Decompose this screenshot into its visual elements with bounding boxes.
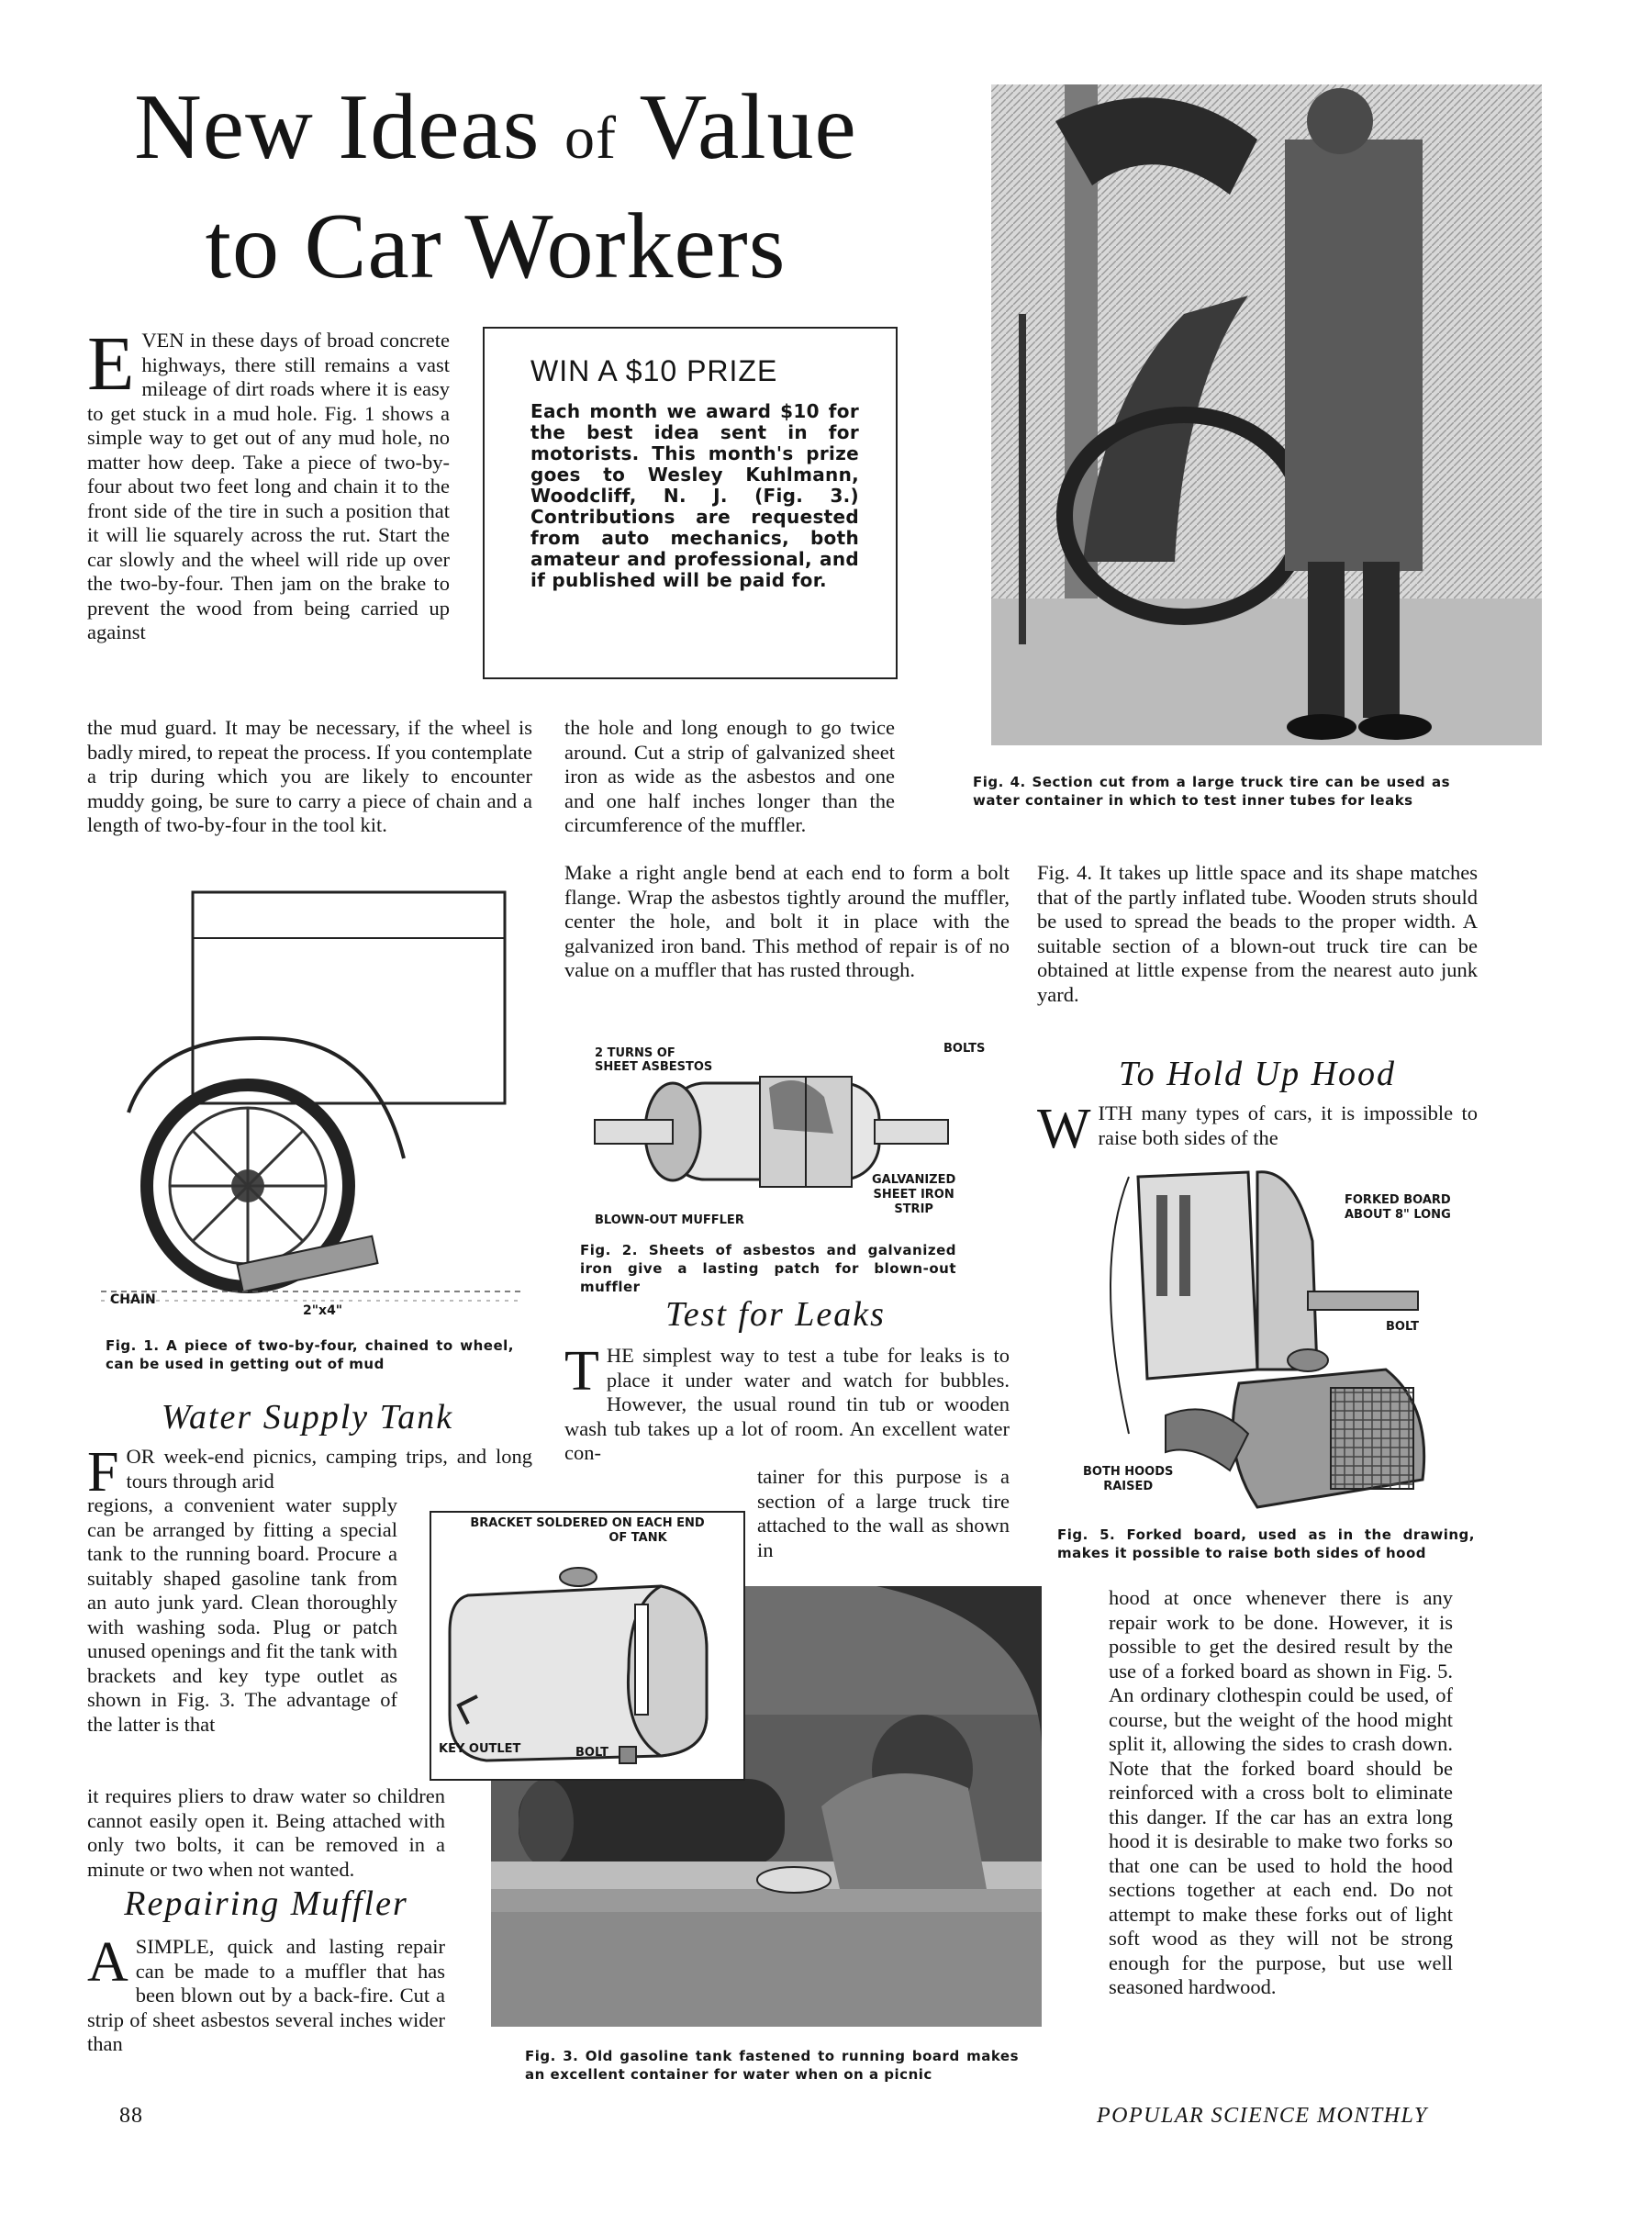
prize-body: Each month we award $10 for the best idea sent in for motorists. This month's prize goes to Wesley Kuhlmann, Woodcliff, N. J. (Fig. 3.) Contributions are requested from auto mechanics, both amateur and professional, and if published will be paid for. <box>530 400 859 591</box>
intro-dropcap: E <box>87 321 135 407</box>
page-title <box>55 73 936 301</box>
fig1-drawing <box>101 883 523 1305</box>
tank-diagram <box>431 1513 740 1775</box>
fig4-photo <box>954 84 1542 745</box>
fig2-label-bolts: BOLTS <box>943 1042 986 1056</box>
leaks-text-narrow: tainer for this purpose is a section of a large truck tire attached to the wall as shown in <box>757 1465 1010 1561</box>
fig3-label-outlet: KEY OUTLET <box>439 1742 521 1756</box>
tire-container-illustration <box>954 84 1542 745</box>
water-tank-text-wide-2: it requires pliers to draw water so children cannot easily open it. Being attached with only two bolts, it can be removed in a minute or two when not wanted. <box>87 1784 445 1881</box>
fig3-label-bracket: BRACKET SOLDERED ON EACH END OF TANK <box>470 1516 705 1545</box>
car-wheel-illustration <box>101 883 523 1305</box>
fig1-label-chain: CHAIN <box>110 1292 156 1307</box>
prize-box <box>483 327 898 679</box>
fig5-label-hoods: BOTH HOODS RAISED <box>1083 1465 1174 1493</box>
magazine-name: POPULAR SCIENCE MONTHLY <box>1097 2104 1428 2128</box>
fig1-caption: Fig. 1. A piece of two-by-four, chained to wheel, can be used in getting out of mud <box>106 1337 514 1372</box>
title-line-1: New Ideas of Value <box>134 75 857 179</box>
tube-test-text: Fig. 4. It takes up little space and its shape matches that of the partly inflated tube. Wooden struts should be used to spread the beads to the proper width. A suitable section of a blown-out truck tire can be obtained at little expense from the nearest auto junk yard. <box>1037 861 1478 1006</box>
muffler-text-cont-1: the hole and long enough to go twice around. Cut a strip of galvanized sheet iron as wide as the asbestos and one and one half inches longer than the circumference of the muffler. <box>564 716 895 836</box>
muffler-text-cont-2: Make a right angle bend at each end to form a bolt flange. Wrap the asbestos tightly around the muffler, center the hole, and bolt it in place with the galvanized iron band. This method of repair is of no value on a muffler that has rusted through. <box>564 861 1010 981</box>
fig3-caption: Fig. 3. Old gasoline tank fastened to running board makes an excellent container for water when on a picnic <box>525 2048 1019 2083</box>
page-number: 88 <box>119 2104 143 2128</box>
fig2-label-turns: 2 TURNS OF SHEET ASBESTOS <box>595 1046 713 1074</box>
hood-text-continued: hood at once whenever there is any repair work to be done. However, it is possible to get the desired result by the use of a forked board as shown in Fig. 5. An ordinary clothespin could be used, of course, but the weight of the hood might split it, allowing the sides to crash down. Note that the forked board should be reinforced with a cross bolt to eliminate this danger. If the car has an extra long hood it is desirable to make two forks so that one can be used to hold the hood sections together at each end. Do not attempt to make these forks out of light soft wood as they will not be strong enough for the purpose, but use well seasoned hardwood. <box>1109 1586 1453 1998</box>
muffler-text: ASIMPLE, quick and lasting repair can be made to a muffler that has been blown out by a back-fire. Cut a strip of sheet asbestos several inches wider than <box>87 1931 445 2055</box>
fig2-label-muffler: BLOWN-OUT MUFFLER <box>595 1213 744 1227</box>
water-tank-dropcap: F <box>87 1441 119 1504</box>
water-tank-text-narrow: regions, a convenient water supply can be arranged by fitting a special tank to the running board. Procure a suitably shaped gasoline tank from an auto junk yard. Clean thoroughly with washing soda. Plug or patch unused openings and fit the tank with brackets and key type outlet as shown in Fig. 3. The advantage of the latter is that <box>87 1493 397 1736</box>
fig2-caption: Fig. 2. Sheets of asbestos and galvanized iron give a lasting patch for blown-out muffler <box>580 1242 956 1295</box>
hood-heading: To Hold Up Hood <box>1118 1055 1397 1093</box>
fig3-label-bolt: BOLT <box>575 1746 608 1760</box>
fig5-caption: Fig. 5. Forked board, used as in the drawing, makes it possible to raise both sides of hood <box>1057 1526 1475 1561</box>
fig3-photo-lower <box>491 1912 1042 2027</box>
intro-text-wide: the mud guard. It may be necessary, if the wheel is badly mired, to repeat the process. If you contemplate a trip during which you are likely to encounter muddy going, be sure to carry a piece of chain and a length of two-by-four in the tool kit. <box>87 716 532 836</box>
hood-lead: WITH many types of cars, it is impossible to raise both sides of the <box>1037 1098 1478 1160</box>
hood-dropcap: W <box>1037 1098 1091 1160</box>
leaks-dropcap: T <box>564 1340 599 1403</box>
intro-text: EVEN in these days of broad concrete highways, there still remains a vast mileage of dirt roads where it is easy to get stuck in a mud hole. Fig. 1 shows a simple way to get out of any mud hole, no matter how deep. Take a piece of two-by-four about two feet long and chain it to the front side of the tire in such a position that it will lie squarely across the rut. Start the car slowly and the wheel will ride up over the two-by-four. Then jam on the brake to prevent the wood from being carried up against <box>87 321 450 643</box>
prize-title: WIN A $10 PRIZE <box>530 354 778 387</box>
water-tank-heading: Water Supply Tank <box>161 1398 454 1437</box>
fig2-label-galv: GALVANIZED SHEET IRON STRIP <box>872 1173 956 1216</box>
fig5-label-bolt: BOLT <box>1386 1320 1419 1334</box>
leaks-heading: Test for Leaks <box>665 1295 886 1334</box>
muffler-dropcap: A <box>87 1931 128 1994</box>
water-tank-text-wide: FOR week-end picnics, camping trips, and long tours through arid <box>87 1441 532 1504</box>
fig1-label-wood: 2"x4" <box>303 1303 343 1318</box>
fig4-caption: Fig. 4. Section cut from a large truck tire can be used as water container in which to test inner tubes for leaks <box>973 774 1450 809</box>
leaks-text: THE simplest way to test a tube for leaks is to place it under water and watch for bubbles. However, the usual round tin tub or wooden wash tub takes up a lot of room. An excellent water con- <box>564 1340 1010 1464</box>
muffler-heading: Repairing Muffler <box>124 1884 408 1923</box>
title-line-2: to Car Workers <box>205 195 787 298</box>
fig5-label-forked: FORKED BOARD ABOUT 8" LONG <box>1345 1193 1451 1222</box>
fig3-tank-drawing <box>430 1511 745 1781</box>
